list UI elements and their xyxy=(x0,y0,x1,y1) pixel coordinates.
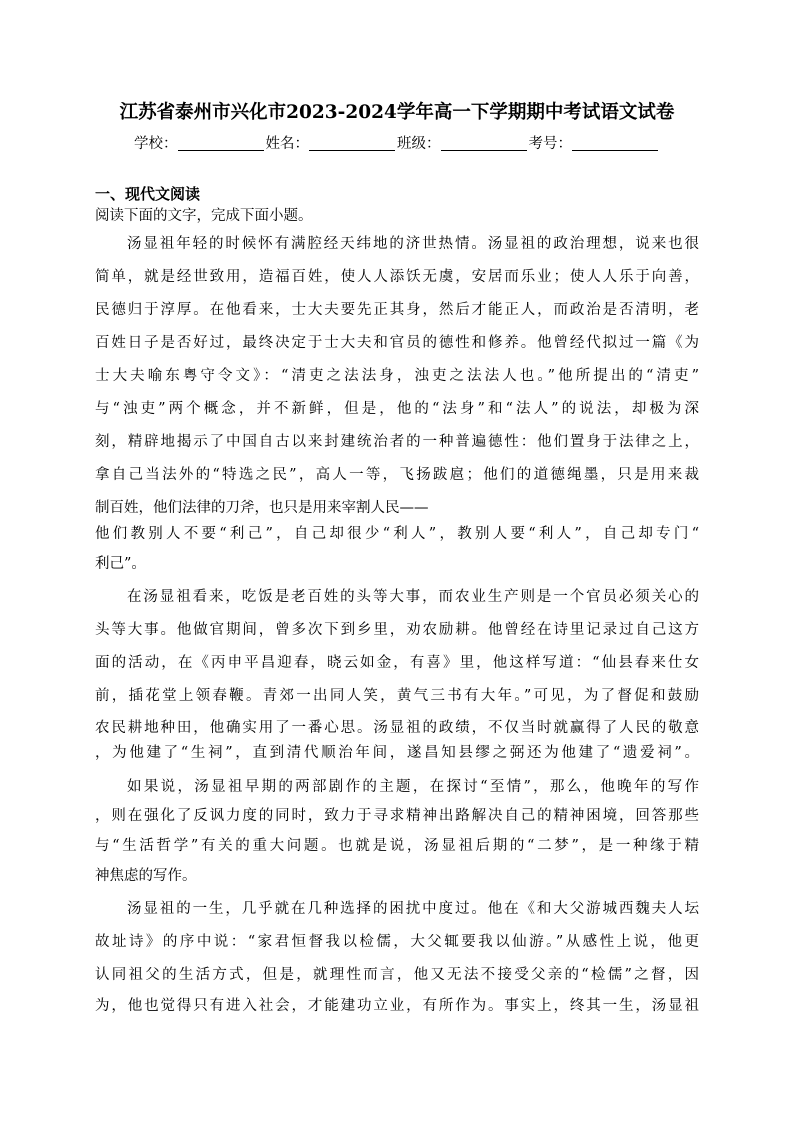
text-line: 在汤显祖看来，吃饭是老百姓的头等大事，而农业生产则是一个官员必须关心的 xyxy=(127,589,699,605)
class-blank[interactable] xyxy=(441,134,527,151)
text-line: 简单，就是经世致用，造福百姓，使人人添饫无虞，安居而乐业；使人人乐于向善， xyxy=(95,269,699,285)
text-line: 农民耕地种田，他确实用了一番心思。汤显祖的政绩，不仅当时就赢得了人民的敬意 xyxy=(95,720,699,736)
text-line: 与“浊吏”两个概念，并不新鲜，但是，他的“法身”和“法人”的说法，却极为深 xyxy=(95,401,699,417)
text-line: 故址诗》的序中说：“家君恒督我以检儒，大父辄要我以仙游。”从感性上说，他更 xyxy=(95,934,699,950)
exam-number-label: 考号： xyxy=(528,136,572,152)
text-line: 他们教别人不要“利己”，自己却很少“利人”，教别人要“利人”，自己却专门“ xyxy=(95,526,699,542)
text-line: 前，插花堂上领春鞭。青郊一出同人笑，黄气三书有大年。”可见，为了督促和鼓励 xyxy=(95,688,699,704)
text-line: 士大夫喻东粤守令文》：“清吏之法法身，浊吏之法法人也。”他所提出的“清吏” xyxy=(95,368,699,384)
text-line: 汤显祖年轻的时候怀有满腔经天纬地的济世热情。汤显祖的政治理想，说来也很 xyxy=(127,236,699,252)
text-line: 利己”。 xyxy=(95,556,146,572)
name-label: 姓名： xyxy=(265,136,309,152)
text-line: ，为他建了“生祠”，直到清代顺治年间，遂昌知县缪之弼还为他建了“遗爱祠”。 xyxy=(95,745,699,761)
text-line: ，则在强化了反讽力度的同时，致力于寻求精神出路解决自己的精神困境，回答那些 xyxy=(95,808,699,824)
text-line: 头等大事。他做官期间，曾多次下到乡里，劝农励耕。他曾经在诗里记录过自己这方 xyxy=(95,622,699,638)
text-line: 百姓日子是否好过，最终决定于士大夫和官员的德性和修养。他曾经代拟过一篇《为 xyxy=(95,335,699,351)
student-info-row xyxy=(0,132,794,156)
text-line: 拿自己当法外的“特选之民”，高人一等，飞扬跋扈；他们的道德绳墨，只是用来裁 xyxy=(95,467,699,483)
name-blank[interactable] xyxy=(309,134,395,151)
exam-number-blank[interactable] xyxy=(572,134,658,151)
text-line: 与“生活哲学”有关的重大问题。也就是说，汤显祖后期的“二梦”，是一种缘于精 xyxy=(95,838,699,854)
text-line: 神焦虑的写作。 xyxy=(95,868,197,884)
school-blank[interactable] xyxy=(178,134,264,151)
school-label: 学校： xyxy=(134,136,178,152)
text-line: 刻，精辟地揭示了中国自古以来封建统治者的一种普遍德性：他们置身于法律之上， xyxy=(95,434,699,450)
section-heading: 一、现代文阅读 xyxy=(95,185,201,203)
class-label: 班级： xyxy=(397,136,441,152)
text-line: 民德归于淳厚。在他看来，士大夫要先正其身，然后才能正人，而政治是否清明，老 xyxy=(95,302,699,318)
text-line: 汤显祖的一生，几乎就在几种选择的困扰中度过。他在《和大父游城西魏夫人坛 xyxy=(127,901,699,917)
text-line: 面的活动，在《丙申平昌迎春，晓云如金，有喜》里，他这样写道：“仙县春来仕女 xyxy=(95,655,699,671)
text-line: 如果说，汤显祖早期的两部剧作的主题，在探讨“至情”，那么，他晚年的写作 xyxy=(127,779,699,795)
instruction-text: 阅读下面的文字，完成下面小题。 xyxy=(95,208,313,224)
text-line: 为，他也觉得只有进入社会，才能建功立业，有所作为。事实上，终其一生，汤显祖 xyxy=(95,998,699,1014)
text-line: 认同祖父的生活方式，但是，就理性而言，他又无法不接受父亲的“检儒”之督，因 xyxy=(95,967,699,983)
text-line: 制百姓，他们法律的刀斧，也只是用来宰割人民—— xyxy=(95,500,429,516)
exam-title: 江苏省泰州市兴化市2023-2024学年高一下学期期中考试语文试卷 xyxy=(119,102,675,123)
